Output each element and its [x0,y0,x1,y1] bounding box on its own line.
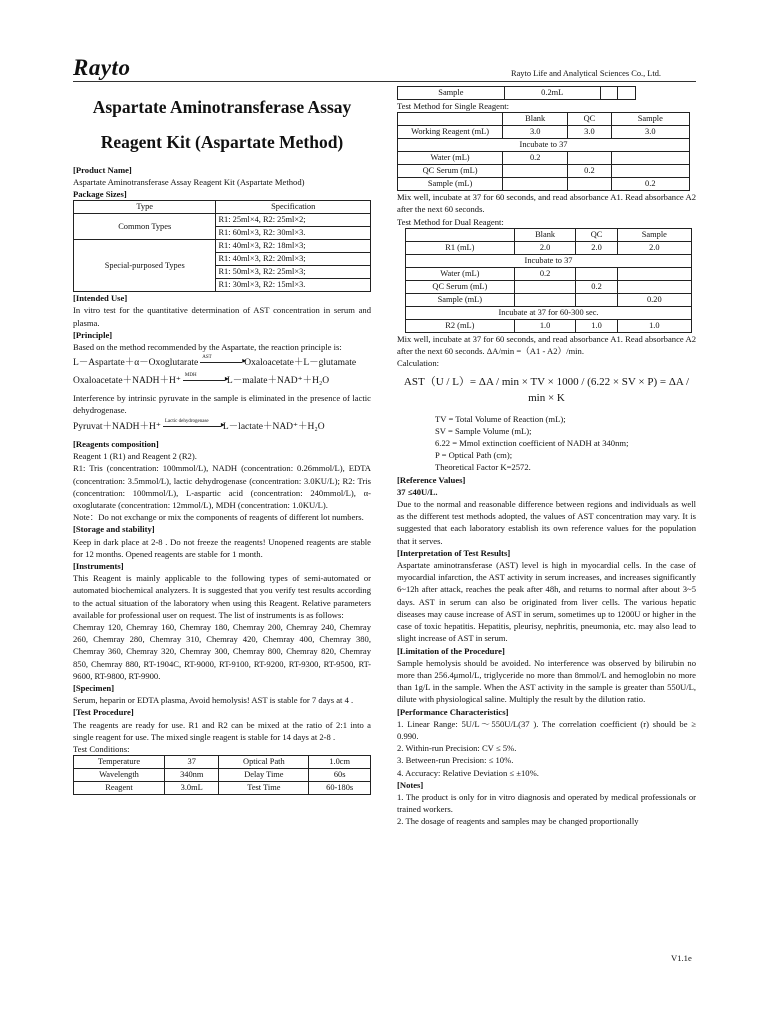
limitation-text: Sample hemolysis should be avoided. No interference was observed by bilirubin no more than 256.4μmol/L, triglyceride no more than 8mmol/L and hemoglobin no more than 1g/L in the sample. When the AST activity in the sample is greater than 550U/L, dilute with physiological saline. Multiply the result by the dilution ratio. [397,657,696,705]
calc-def: SV = Sample Volume (mL); [435,425,532,436]
incubate-row: Incubate to 37 [406,254,692,267]
version-label: V1.1e [671,953,692,963]
cell [503,165,568,178]
reference-value: 37 ≤40U/L. [397,486,438,497]
right-column [397,86,696,828]
performance-item: 4. Accuracy: Relative Deviation ≤ ±10%. [397,767,539,778]
eq1-right: Oxaloacetate＋L－glutamate [244,358,357,369]
specimen-text: Serum, heparin or EDTA plasma, Avoid hemolysis! AST is stable for 7 days at 4 . [73,695,354,706]
cond-cell: 1.0cm [309,756,371,769]
calculation-label: Calculation: [397,358,440,369]
eq1-enzyme: AST [202,355,212,361]
calculation-defs [397,413,696,474]
reaction-arrow [163,418,221,427]
cell: 2.0 [576,241,617,254]
col-header [398,113,503,126]
cell [617,267,691,280]
cell [503,178,568,191]
cell [514,293,576,306]
cell [611,152,689,165]
eq1-left: L－Aspartate＋α－Oxoglutarate [73,358,199,369]
dual-reagent-table [405,228,692,333]
header-divider [73,81,696,82]
cell: 0.2 [611,178,689,191]
cell: 0.2 [576,280,617,293]
cell: 0.2 [568,165,611,178]
spec-cell: R1: 30ml×3, R2: 15ml×3. [216,279,371,292]
spec-cell: R1: 60ml×3, R2: 30ml×3. [216,227,371,240]
specimen-heading: [Specimen] [73,683,115,694]
cell: 2.0 [514,241,576,254]
calculation-formula: AST（U / L）= ΔA / min × TV × 1000 / (6.22 × SV × P) = ΔA / min × K [403,376,690,405]
row-label: Water (mL) [406,267,515,280]
single-reagent-table [397,112,690,191]
cell: 0.20 [617,293,691,306]
performance-heading: [Performance Characteristics] [397,706,509,717]
cond-cell: Reagent [74,782,165,795]
principle-text: Based on the method recommended by the Aspartate, the reaction principle is: [73,341,342,352]
interference-text: Interference by intrinsic pyruvate in the sample is eliminated in the presence of lactic dehydrogenase. [73,393,371,416]
incubate-row: Incubate at 37 for 60-300 sec. [406,306,692,319]
intended-use-heading: [Intended Use] [73,293,128,304]
cell [514,280,576,293]
performance-item: 3. Between-run Precision: ≤ 10%. [397,755,514,766]
col-type: Type [74,201,216,214]
cond-cell: Wavelength [74,769,165,782]
test-conditions-label: Test Conditions: [73,744,130,755]
cell: 1.0 [617,319,691,332]
cell [568,178,611,191]
row-label: QC Serum (mL) [398,165,503,178]
package-sizes-table [73,200,371,292]
intended-use-text: In vitro test for the quantitative determination of AST concentration in serum and plasma. [73,305,371,328]
interpretation-text: Aspartate aminotransferase (AST) level is high in myocardial cells. In the case of myocardial infarction, the AST activity in serum increases, and increases significantly 6~12h after attack, reaches the peak after 48h, and returns to normal after about 3~5 days. AST in serum can also be originated from liver cells. The various hepatic diseases may cause increase of AST in serum, sometimes up to 1200U or higher in the case of toxic hepatitis. Hepatitis, pleurisy, nephritis, pneumonia, etc. may also lead to slight increase of AST in serum. [397,560,696,644]
cond-cell: 37 [164,756,218,769]
eq3-left: Pyruvat＋NADH＋H⁺ [73,421,161,432]
reference-text: Due to the normal and reasonable difference between regions and individuals as well as the different test methods adopted, the values of AST concentration may vary. It is suggested that each laboratory establish its own reference values for the population that it serves. [397,499,696,546]
instruments-heading: [Instruments] [73,561,124,572]
title-line-1: Aspartate Aminotransferase Assay [92,97,352,117]
eq2-right: L－malate＋NAD⁺＋H₂O [226,375,330,386]
note-item: 2. The dosage of reagents and samples may be changed proportionally [397,816,639,827]
single-method-after: Mix well, incubate at 37 for 60 seconds, and read absorbance A1. Read absorbance A2 after the next 60 seconds. [397,192,696,215]
row-label: Sample (mL) [398,178,503,191]
row-label: QC Serum (mL) [406,280,515,293]
row-label: R2 (mL) [406,319,515,332]
special-types-label: Special-purposed Types [74,240,216,292]
product-name-heading: [Product Name] [73,164,132,175]
dual-method-after: Mix well, incubate at 37 for 60 seconds, and read absorbance A1. Read absorbance A2 after the next 60 seconds. ΔA/min =（A1 - A2）/min. [397,333,696,357]
test-conditions-table [73,755,371,795]
col-header: QC [568,113,611,126]
cond-cell: 340nm [164,769,218,782]
reaction-equation-1 [73,353,371,374]
spec-cell: R1: 40ml×3, R2: 18ml×3; [216,240,371,253]
cell [617,280,691,293]
cond-cell [600,87,618,100]
cell: 3.0 [611,126,689,139]
cell: 3.0 [503,126,568,139]
cond-cell: 0.2mL [504,87,600,100]
cond-cell: 3.0mL [164,782,218,795]
principle-heading: [Principle] [73,329,113,340]
reaction-arrow [183,372,225,381]
cell: 2.0 [617,241,691,254]
eq3-right: L－lactate＋NAD⁺＋H₂O [222,421,325,432]
note-item: 1. The product is only for in vitro diagnosis and operated by medical professionals or trained workers. [397,791,696,815]
reaction-equation-3 [73,417,371,438]
spec-cell: R1: 50ml×3, R2: 25ml×3; [216,266,371,279]
interpretation-heading: [Interpretation of Test Results] [397,547,511,558]
cond-cell: Sample [398,87,505,100]
eq2-left: Oxaloacetate＋NADH＋H⁺ [73,375,181,386]
storage-heading: [Storage and stability] [73,524,155,535]
title-line-2: Reagent Kit (Aspartate Method) [100,131,344,152]
cond-cell: Delay Time [219,769,309,782]
col-header: Sample [611,113,689,126]
col-header: Blank [514,228,576,241]
row-label: R1 (mL) [406,241,515,254]
cell [611,165,689,178]
calc-def: P = Optical Path (cm); [435,450,513,461]
single-method-heading: Test Method for Single Reagent: [397,101,510,111]
cond-cell [618,87,636,100]
col-header: QC [576,228,617,241]
calc-def: Theoretical Factor K=2572. [435,462,531,473]
col-header: Sample [617,228,691,241]
col-header [406,228,515,241]
reagents-note: Note：Do not exchange or mix the components of reagents of different lot numbers. [73,512,364,523]
test-procedure-heading: [Test Procedure] [73,707,134,718]
reagents-r1: R1: Tris (concentration: 100mmol/L), NADH (concentration: 0.26mmol/L), EDTA (concentration: 3.5mmol/L), lactic dehydrogenase (concentration: 3.0KU/L); R2: Tris (concentration: 100mmol/L), L-aspartic acid (concentration: 240mmol/L), α-oxoglutarate (concentration: 12mmol/L), MDH (concentration: 1.0KU/L). [73,463,371,510]
limitation-heading: [Limitation of the Procedure] [397,645,505,656]
cell: 1.0 [514,319,576,332]
instruments-text: This Reagent is mainly applicable to the following types of semi-automated or automated biochemical analyzers. It is suggested that you verify test results according to the actual situation of the laboratory when using this Reagent. Relative parameters available for professional user on request. The list of instruments is as follows: [73,573,371,620]
row-label: Sample (mL) [406,293,515,306]
calc-def: TV = Total Volume of Reaction (mL); [435,413,566,424]
product-name-text: Aspartate Aminotransferase Assay Reagent Kit (Aspartate Method) [73,176,305,187]
common-types-label: Common Types [74,214,216,240]
cond-cell: 60s [309,769,371,782]
company-logo: Rayto [73,55,131,80]
reaction-arrow [200,355,242,363]
dual-method-heading: Test Method for Dual Reagent: [397,216,504,227]
reagents-heading: [Reagents composition] [73,438,159,449]
cond-cell: Test Time [219,782,309,795]
performance-item: 2. Within-run Precision: CV ≤ 5%. [397,743,517,754]
incubate-row: Incubate to 37 [398,139,690,152]
spec-cell: R1: 25ml×4, R2: 25ml×2; [216,214,371,227]
company-name: Rayto Life and Analytical Sciences Co., Ltd. [511,69,662,78]
instruments-list: Chemray 120, Chemray 160, Chemray 180, Chemray 200, Chemray 240, Chemray 260, Chemray 280, Chemray 310, Chemray 420, Chemray 400, Chemray 380, Chemray 360, Chemray 320, Chemray 300, Chemray 800, Chemray 820, Chemray 850, Chemray 880, RT-1904C, RT-9000, RT-9100, RT-9200, RT-9300, RT-9500, RT-9600, RT-9800, RT-9900. [73,622,371,681]
cell: 3.0 [568,126,611,139]
cond-cell: Optical Path [219,756,309,769]
package-sizes-heading: Package Sizes] [73,188,127,199]
cell [576,293,617,306]
storage-text: Keep in dark place at 2-8 . Do not freeze the reagents! Unopened reagents are stable for 12 months. Opened reagents are stable for 1 month. [73,536,371,559]
spec-cell: R1: 40ml×3, R2: 20ml×3; [216,253,371,266]
left-column [73,92,371,795]
performance-item: 1. Linear Range: 5U/L～550U/L(37 ). The correlation coefficient (r) should be ≥ 0.990. [397,718,696,741]
row-label: Working Reagent (mL) [398,126,503,139]
cell [576,267,617,280]
cond-cell: Temperature [74,756,165,769]
reagents-line1: Reagent 1 (R1) and Reagent 2 (R2). [73,451,197,462]
col-spec: Specification [216,201,371,214]
test-conditions-table-continued [397,86,636,100]
col-header: Blank [503,113,568,126]
cell: 0.2 [503,152,568,165]
eq2-enzyme: MDH [184,372,197,378]
cell [568,152,611,165]
test-procedure-text: The reagents are ready for use. R1 and R2 can be mixed at the ratio of 2:1 into a single reagent for use. The mixed single reagent is stable for 14 days at 2-8 . [73,719,371,742]
cell: 1.0 [576,319,617,332]
calc-def: 6.22 = Mmol extinction coefficient of NADH at 340nm; [435,438,629,449]
reference-heading: [Reference Values] [397,474,466,485]
cond-cell: 60-180s [309,782,371,795]
reaction-equation-2 [73,372,371,392]
notes-heading: [Notes] [397,779,424,790]
row-label: Water (mL) [398,152,503,165]
cell: 0.2 [514,267,576,280]
eq3-enzyme: Lactic dehydrogenase [164,418,209,424]
